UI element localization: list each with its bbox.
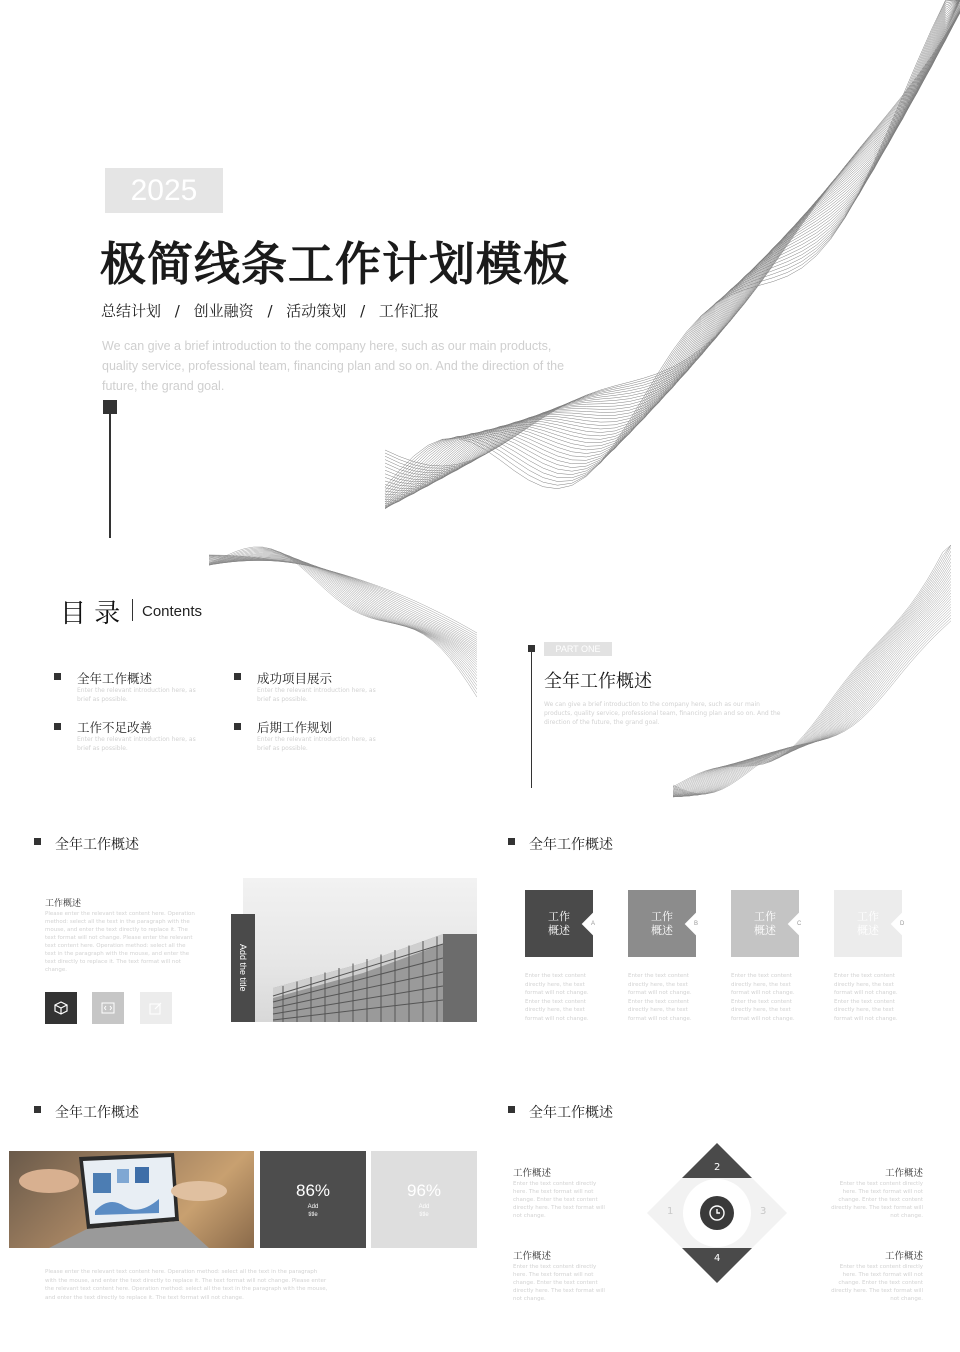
block-text-2: Enter the text content directly here. The text format will not change. Enter the text content directly here. The text format will not change. xyxy=(513,1264,605,1302)
stat-label: Add title xyxy=(418,1203,430,1218)
part-square xyxy=(528,645,535,652)
part-title: 全年工作概述 xyxy=(544,671,652,692)
overview-slide-3 xyxy=(9,1079,477,1341)
card-badge-letter: A xyxy=(590,920,596,927)
cover-slide xyxy=(0,0,960,540)
icon-box-2[interactable] xyxy=(92,992,124,1024)
building-photo xyxy=(243,878,477,1022)
accent-line xyxy=(109,414,111,538)
block-title-1: 工作概述 xyxy=(513,1168,552,1179)
laptop-photo xyxy=(9,1151,254,1248)
year-badge xyxy=(105,168,223,213)
edit-icon xyxy=(149,1001,163,1015)
card-label: 工作 概述 xyxy=(857,909,879,937)
toc-item-1-desc: Enter the relevant introduction here, as brief as possible. xyxy=(77,687,196,703)
overview-card xyxy=(525,890,601,1050)
number-1: 1 xyxy=(667,1206,674,1217)
cube-icon xyxy=(54,1001,68,1015)
number-3: 3 xyxy=(760,1206,767,1217)
tag-summary: 总结计划 xyxy=(101,302,162,320)
tag-separator: / xyxy=(174,302,180,320)
overview-card xyxy=(834,890,910,1050)
icon-box-1[interactable] xyxy=(45,992,77,1024)
stat-box xyxy=(371,1151,477,1248)
section-title: 全年工作概述 xyxy=(55,837,139,853)
card-badge-letter: C xyxy=(796,921,802,927)
card-badge-letter: D xyxy=(899,921,905,927)
card-text: Enter the text content directly here, the text format will not change. Enter the text content directly here, the text format will not change. xyxy=(628,973,692,1022)
toc-slide xyxy=(9,545,477,807)
part-desc: We can give a brief introduction to the company here, such as our main products, quality service, professional team, financing plan and so on. And the direction of the future, the grand goal. xyxy=(544,701,781,726)
tag-report: 工作汇报 xyxy=(378,302,439,320)
section-title: 全年工作概述 xyxy=(55,1105,139,1121)
toc-item-1[interactable]: 全年工作概述 xyxy=(77,671,153,686)
stat-label: Add title xyxy=(307,1203,319,1218)
overview-slide-1 xyxy=(9,812,477,1074)
part-one-slide xyxy=(483,545,951,807)
cover-intro: We can give a brief introduction to the company here, such as our main products, quality service, professional team, financing plan and so on. And the direction of the future, the grand goal. xyxy=(102,339,565,393)
card-label: 工作 概述 xyxy=(754,909,776,937)
part-line xyxy=(531,652,532,788)
toc-title: 目 录 xyxy=(60,599,121,629)
body-text: Please enter the relevant text content here. Operation method: select all the text in the paragraph with the mouse, and enter the text directly to replace it. The text format will not change. Please enter the relevant text content here. Operation method: select all the text in the paragraph with the mouse, and enter the text directly to replace it. The text format will not change. xyxy=(45,911,195,973)
block-title-4: 工作概述 xyxy=(884,1251,923,1262)
vertical-title: Add the title xyxy=(238,944,248,992)
section-title: 全年工作概述 xyxy=(529,1105,613,1121)
toc-item-4[interactable]: 后期工作规划 xyxy=(257,720,333,735)
stat-value: 86% xyxy=(295,1180,331,1200)
stat-value: 96% xyxy=(406,1180,442,1200)
toc-item-4-desc: Enter the relevant introduction here, as brief as possible. xyxy=(257,736,376,752)
overview-card xyxy=(731,890,807,1050)
section-square xyxy=(508,838,515,845)
card-text: Enter the text content directly here, the text format will not change. Enter the text content directly here, the text format will not change. xyxy=(525,973,589,1022)
sub-title: 工作概述 xyxy=(45,899,82,909)
bullet-square xyxy=(234,723,241,730)
block-title-3: 工作概述 xyxy=(884,1168,923,1179)
stat-box xyxy=(260,1151,366,1248)
overview-slide-4 xyxy=(483,1079,951,1341)
card-label: 工作 概述 xyxy=(548,909,570,937)
tag-financing: 创业融资 xyxy=(193,302,254,320)
toc-item-2-desc: Enter the relevant introduction here, as brief as possible. xyxy=(257,687,376,703)
section-square xyxy=(34,1106,41,1113)
toc-subtitle: Contents xyxy=(142,603,203,620)
block-text-1: Enter the text content directly here. The text format will not change. Enter the text content directly here. The text format will not change. xyxy=(513,1181,605,1219)
tag-planning: 活动策划 xyxy=(286,302,347,320)
card-text: Enter the text content directly here, the text format will not change. Enter the text content directly here, the text format will not change. xyxy=(834,973,898,1022)
icon-box-3[interactable] xyxy=(140,992,172,1024)
section-square xyxy=(34,838,41,845)
toc-item-3-desc: Enter the relevant introduction here, as brief as possible. xyxy=(77,736,196,752)
cover-title: 极简线条工作计划模板 xyxy=(100,237,570,291)
card-label: 工作 概述 xyxy=(651,909,673,937)
toc-divider xyxy=(132,599,133,621)
block-text-4: Enter the text content directly here. The text format will not change. Enter the text content directly here. The text format will not change. xyxy=(831,1264,923,1302)
overview-slide-2 xyxy=(483,812,951,1074)
tag-separator: / xyxy=(360,302,366,320)
card-badge-letter: B xyxy=(693,920,699,927)
block-text-3: Enter the text content directly here. The text format will not change. Enter the text content directly here. The text format will not change. xyxy=(831,1181,923,1219)
section-square xyxy=(508,1106,515,1113)
part-tag xyxy=(544,642,612,656)
toc-item-3[interactable]: 工作不足改善 xyxy=(77,720,153,735)
bullet-square xyxy=(234,673,241,680)
section-title: 全年工作概述 xyxy=(529,837,613,853)
block-title-2: 工作概述 xyxy=(513,1251,552,1262)
bullet-square xyxy=(54,673,61,680)
number-4: 4 xyxy=(714,1253,721,1264)
toc-item-2[interactable]: 成功项目展示 xyxy=(257,671,333,686)
cover-tags xyxy=(101,300,439,321)
overview-card xyxy=(628,890,704,1050)
number-2: 2 xyxy=(714,1162,721,1173)
accent-square xyxy=(103,400,117,414)
bullet-square xyxy=(54,723,61,730)
tag-separator: / xyxy=(267,302,273,320)
body-text: Please enter the relevant text content here. Operation method: select all the text in the paragraph with the mouse, and enter the text directly to replace it. The text format will not change. Please enter the relevant text content here. Operation method: select all the text in the paragraph with the mouse, and enter the text directly to replace it. The text format will not change. xyxy=(45,1269,328,1301)
part-tag-text: PART ONE xyxy=(555,644,601,654)
vertical-title-bar xyxy=(231,914,255,1022)
year-text: 2025 xyxy=(130,173,198,207)
card-text: Enter the text content directly here, the text format will not change. Enter the text content directly here, the text format will not change. xyxy=(731,973,795,1022)
code-icon xyxy=(101,1001,115,1015)
